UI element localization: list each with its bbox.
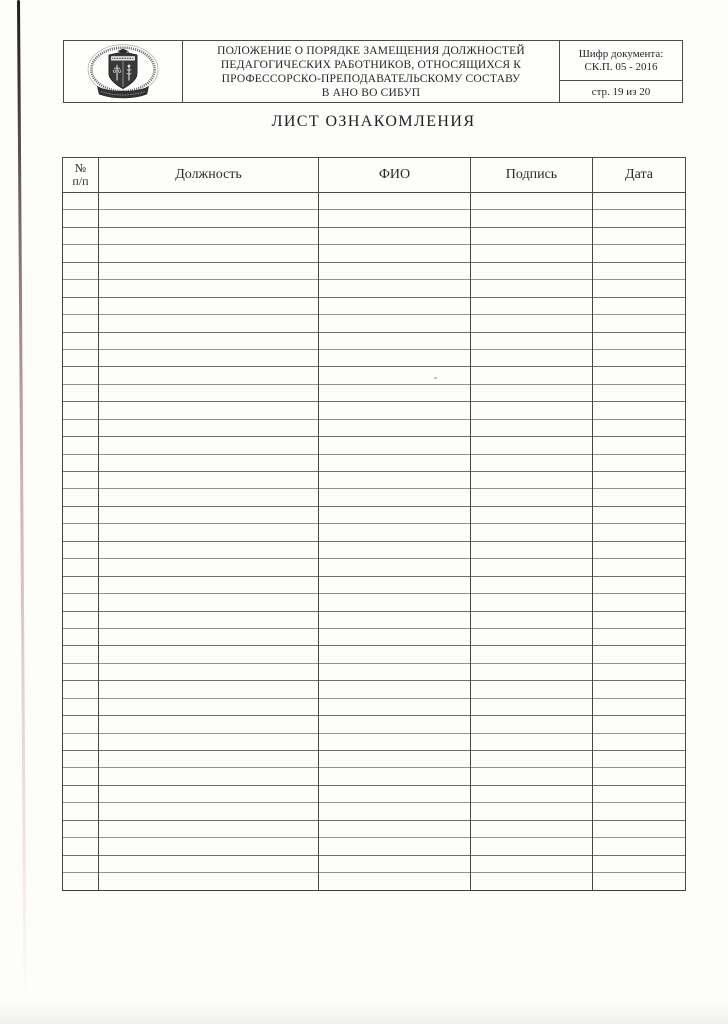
empty-cell [319, 419, 471, 436]
empty-cell [593, 785, 686, 802]
empty-cell [471, 541, 593, 558]
empty-cell [63, 803, 99, 820]
empty-cell [99, 384, 319, 401]
logo-cell [64, 41, 183, 102]
empty-cell [99, 838, 319, 855]
empty-cell [471, 367, 593, 384]
empty-cell [593, 193, 686, 210]
column-header-signature: Подпись [471, 158, 593, 193]
header-title-line-2: ПЕДАГОГИЧЕСКИХ РАБОТНИКОВ, ОТНОСЯЩИХСЯ К [220, 58, 522, 71]
header-title-cell [183, 41, 560, 102]
empty-cell [471, 472, 593, 489]
scan-artifact-bottom-edge [0, 1002, 728, 1024]
empty-cell [471, 716, 593, 733]
empty-cell [471, 681, 593, 698]
page-number-box [560, 81, 682, 102]
empty-cell [63, 646, 99, 663]
table-header-row [63, 158, 686, 193]
empty-cell [63, 384, 99, 401]
empty-cell [593, 367, 686, 384]
empty-cell [319, 559, 471, 576]
table-body [63, 193, 686, 891]
empty-cell [319, 245, 471, 262]
empty-cell [99, 803, 319, 820]
empty-cell [99, 472, 319, 489]
empty-cell [99, 768, 319, 785]
document-code-label: Шифр документа: [578, 47, 664, 60]
table-row [63, 524, 686, 541]
empty-cell [63, 681, 99, 698]
empty-cell [593, 768, 686, 785]
empty-cell [471, 210, 593, 227]
empty-cell [319, 315, 471, 332]
empty-cell [319, 733, 471, 750]
empty-cell [471, 873, 593, 890]
empty-cell [471, 576, 593, 593]
table-row [63, 541, 686, 558]
empty-cell [63, 594, 99, 611]
empty-cell [471, 820, 593, 837]
table-row [63, 437, 686, 454]
table-row [63, 576, 686, 593]
empty-cell [593, 611, 686, 628]
empty-cell [319, 803, 471, 820]
document-code-value: СК.П. 05 - 2016 [584, 60, 658, 73]
empty-cell [593, 663, 686, 680]
empty-cell [593, 332, 686, 349]
table-row [63, 332, 686, 349]
empty-cell [63, 541, 99, 558]
empty-cell [63, 437, 99, 454]
header-title-line-1: ПОЛОЖЕНИЕ О ПОРЯДКЕ ЗАМЕЩЕНИЯ ДОЛЖНОСТЕЙ [217, 44, 525, 57]
empty-cell [99, 227, 319, 244]
empty-cell [319, 768, 471, 785]
empty-cell [63, 751, 99, 768]
empty-cell [99, 681, 319, 698]
empty-cell [99, 559, 319, 576]
empty-cell [471, 785, 593, 802]
table-row [63, 210, 686, 227]
empty-cell [319, 751, 471, 768]
scan-artifact-left-edge [17, 0, 27, 1002]
table-row [63, 506, 686, 523]
empty-cell [319, 280, 471, 297]
empty-cell [593, 576, 686, 593]
table-row [63, 419, 686, 436]
empty-cell [63, 210, 99, 227]
table-row [63, 785, 686, 802]
empty-cell [471, 384, 593, 401]
empty-cell [593, 716, 686, 733]
table-row [63, 803, 686, 820]
empty-cell [319, 262, 471, 279]
empty-cell [319, 367, 471, 384]
empty-cell [593, 437, 686, 454]
column-header-date: Дата [593, 158, 686, 193]
empty-cell [593, 454, 686, 471]
empty-cell [99, 873, 319, 890]
table-row [63, 716, 686, 733]
empty-cell [99, 193, 319, 210]
empty-cell [471, 611, 593, 628]
table-row [63, 855, 686, 872]
empty-cell [63, 262, 99, 279]
empty-cell [319, 454, 471, 471]
empty-cell [99, 454, 319, 471]
table-row [63, 663, 686, 680]
empty-cell [471, 698, 593, 715]
empty-cell [319, 698, 471, 715]
empty-cell [471, 646, 593, 663]
empty-cell [593, 594, 686, 611]
header-title-line-3: ПРОФЕССОРСКО-ПРЕПОДАВАТЕЛЬСКОМУ СОСТАВУ [221, 72, 521, 85]
empty-cell [99, 820, 319, 837]
empty-cell [319, 297, 471, 314]
empty-cell [593, 873, 686, 890]
empty-cell [99, 402, 319, 419]
empty-cell [593, 262, 686, 279]
empty-cell [63, 733, 99, 750]
empty-cell [471, 262, 593, 279]
empty-cell [593, 245, 686, 262]
empty-cell [593, 402, 686, 419]
table-row [63, 681, 686, 698]
header-title-line-4: В АНО ВО СИБУП [321, 86, 421, 99]
empty-cell [99, 663, 319, 680]
empty-cell [99, 751, 319, 768]
empty-cell [319, 663, 471, 680]
empty-cell [593, 489, 686, 506]
empty-cell [63, 611, 99, 628]
empty-cell [63, 193, 99, 210]
empty-cell [471, 768, 593, 785]
empty-cell [99, 855, 319, 872]
empty-cell [99, 611, 319, 628]
table-row [63, 733, 686, 750]
empty-cell [319, 489, 471, 506]
table-row [63, 594, 686, 611]
empty-cell [63, 349, 99, 366]
empty-cell [471, 838, 593, 855]
empty-cell [319, 838, 471, 855]
document-code-box [560, 41, 682, 81]
empty-cell [471, 803, 593, 820]
empty-cell [319, 681, 471, 698]
empty-cell [63, 716, 99, 733]
empty-cell [99, 733, 319, 750]
empty-cell [99, 785, 319, 802]
empty-cell [319, 349, 471, 366]
empty-cell [471, 349, 593, 366]
empty-cell [63, 838, 99, 855]
empty-cell [319, 646, 471, 663]
familiarization-table [62, 157, 686, 891]
table-row [63, 280, 686, 297]
table-row [63, 402, 686, 419]
empty-cell [319, 611, 471, 628]
empty-cell [63, 663, 99, 680]
empty-cell [593, 506, 686, 523]
empty-cell [593, 541, 686, 558]
empty-cell [319, 785, 471, 802]
table-row [63, 820, 686, 837]
empty-cell [319, 437, 471, 454]
empty-cell [99, 210, 319, 227]
empty-cell [99, 716, 319, 733]
empty-cell [99, 594, 319, 611]
empty-cell [63, 873, 99, 890]
empty-cell [63, 367, 99, 384]
empty-cell [99, 332, 319, 349]
empty-cell [63, 855, 99, 872]
empty-cell [99, 506, 319, 523]
table-row [63, 768, 686, 785]
empty-cell [471, 280, 593, 297]
empty-cell [63, 419, 99, 436]
empty-cell [319, 873, 471, 890]
empty-cell [63, 489, 99, 506]
empty-cell [471, 733, 593, 750]
empty-cell [99, 349, 319, 366]
empty-cell [99, 524, 319, 541]
empty-cell [63, 524, 99, 541]
empty-cell [63, 559, 99, 576]
column-header-name: ФИО [319, 158, 471, 193]
empty-cell [63, 698, 99, 715]
table-row [63, 489, 686, 506]
empty-cell [99, 245, 319, 262]
empty-cell [99, 541, 319, 558]
empty-cell [593, 315, 686, 332]
empty-cell [99, 367, 319, 384]
empty-cell [63, 332, 99, 349]
page-number-text: стр. 19 из 20 [591, 85, 651, 98]
empty-cell [471, 332, 593, 349]
empty-cell [63, 315, 99, 332]
empty-cell [593, 280, 686, 297]
table-row [63, 559, 686, 576]
empty-cell [319, 402, 471, 419]
table-row [63, 628, 686, 645]
table-row [63, 315, 686, 332]
empty-cell [319, 855, 471, 872]
empty-cell [99, 576, 319, 593]
page-title: ЛИСТ ОЗНАКОМЛЕНИЯ [271, 113, 476, 130]
header-code-cell [560, 41, 682, 102]
empty-cell [593, 820, 686, 837]
empty-cell [99, 628, 319, 645]
empty-cell [471, 402, 593, 419]
empty-cell [99, 646, 319, 663]
table-row [63, 751, 686, 768]
empty-cell [471, 524, 593, 541]
table-row [63, 454, 686, 471]
empty-cell [471, 315, 593, 332]
empty-cell [471, 193, 593, 210]
empty-cell [471, 227, 593, 244]
empty-cell [593, 227, 686, 244]
table-row [63, 472, 686, 489]
empty-cell [593, 559, 686, 576]
empty-cell [99, 437, 319, 454]
empty-cell [99, 280, 319, 297]
table-row [63, 873, 686, 890]
empty-cell [471, 297, 593, 314]
empty-cell [63, 472, 99, 489]
empty-cell [63, 245, 99, 262]
empty-cell [319, 628, 471, 645]
empty-cell [319, 541, 471, 558]
empty-cell [63, 628, 99, 645]
empty-cell [471, 489, 593, 506]
empty-cell [471, 245, 593, 262]
column-header-num [63, 158, 99, 193]
empty-cell [593, 855, 686, 872]
university-crest-emblem-icon [76, 43, 170, 101]
empty-cell [319, 506, 471, 523]
empty-cell [471, 419, 593, 436]
empty-cell [99, 489, 319, 506]
empty-cell [593, 803, 686, 820]
empty-cell [471, 855, 593, 872]
table-row [63, 698, 686, 715]
table-row [63, 262, 686, 279]
empty-cell [63, 820, 99, 837]
table-row [63, 611, 686, 628]
empty-cell [471, 454, 593, 471]
document-header-block [63, 40, 683, 103]
empty-cell [593, 210, 686, 227]
empty-cell [471, 751, 593, 768]
empty-cell [63, 297, 99, 314]
empty-cell [471, 663, 593, 680]
column-header-position: Должность [99, 158, 319, 193]
empty-cell [593, 297, 686, 314]
empty-cell [99, 315, 319, 332]
table-header [63, 158, 686, 193]
empty-cell [471, 506, 593, 523]
empty-cell [593, 384, 686, 401]
empty-cell [99, 262, 319, 279]
empty-cell [63, 768, 99, 785]
empty-cell [471, 559, 593, 576]
table-row [63, 349, 686, 366]
empty-cell [319, 472, 471, 489]
empty-cell [99, 419, 319, 436]
empty-cell [63, 402, 99, 419]
empty-cell [63, 227, 99, 244]
column-header-num-line2: п/п [72, 174, 89, 188]
empty-cell [471, 628, 593, 645]
empty-cell [99, 698, 319, 715]
table-row [63, 646, 686, 663]
table-row [63, 367, 686, 384]
empty-cell [593, 349, 686, 366]
empty-cell [593, 419, 686, 436]
empty-cell [593, 472, 686, 489]
empty-cell [63, 785, 99, 802]
table-row [63, 384, 686, 401]
empty-cell [63, 454, 99, 471]
empty-cell [63, 576, 99, 593]
empty-cell [593, 751, 686, 768]
empty-cell [63, 280, 99, 297]
column-header-num-line1: № [74, 160, 87, 175]
empty-cell [319, 524, 471, 541]
empty-cell [471, 594, 593, 611]
empty-cell [319, 193, 471, 210]
empty-cell [319, 227, 471, 244]
empty-cell [319, 594, 471, 611]
empty-cell [319, 384, 471, 401]
empty-cell [593, 646, 686, 663]
empty-cell [319, 820, 471, 837]
empty-cell [319, 716, 471, 733]
empty-cell [99, 297, 319, 314]
table-row [63, 193, 686, 210]
table-row [63, 227, 686, 244]
empty-cell [593, 733, 686, 750]
empty-cell [319, 210, 471, 227]
empty-cell [593, 838, 686, 855]
empty-cell [593, 524, 686, 541]
empty-cell [319, 332, 471, 349]
table-row [63, 838, 686, 855]
empty-cell [319, 576, 471, 593]
empty-cell [593, 681, 686, 698]
empty-cell [593, 698, 686, 715]
table-row [63, 245, 686, 262]
empty-cell [471, 437, 593, 454]
empty-cell [63, 506, 99, 523]
table-row [63, 297, 686, 314]
empty-cell [593, 628, 686, 645]
